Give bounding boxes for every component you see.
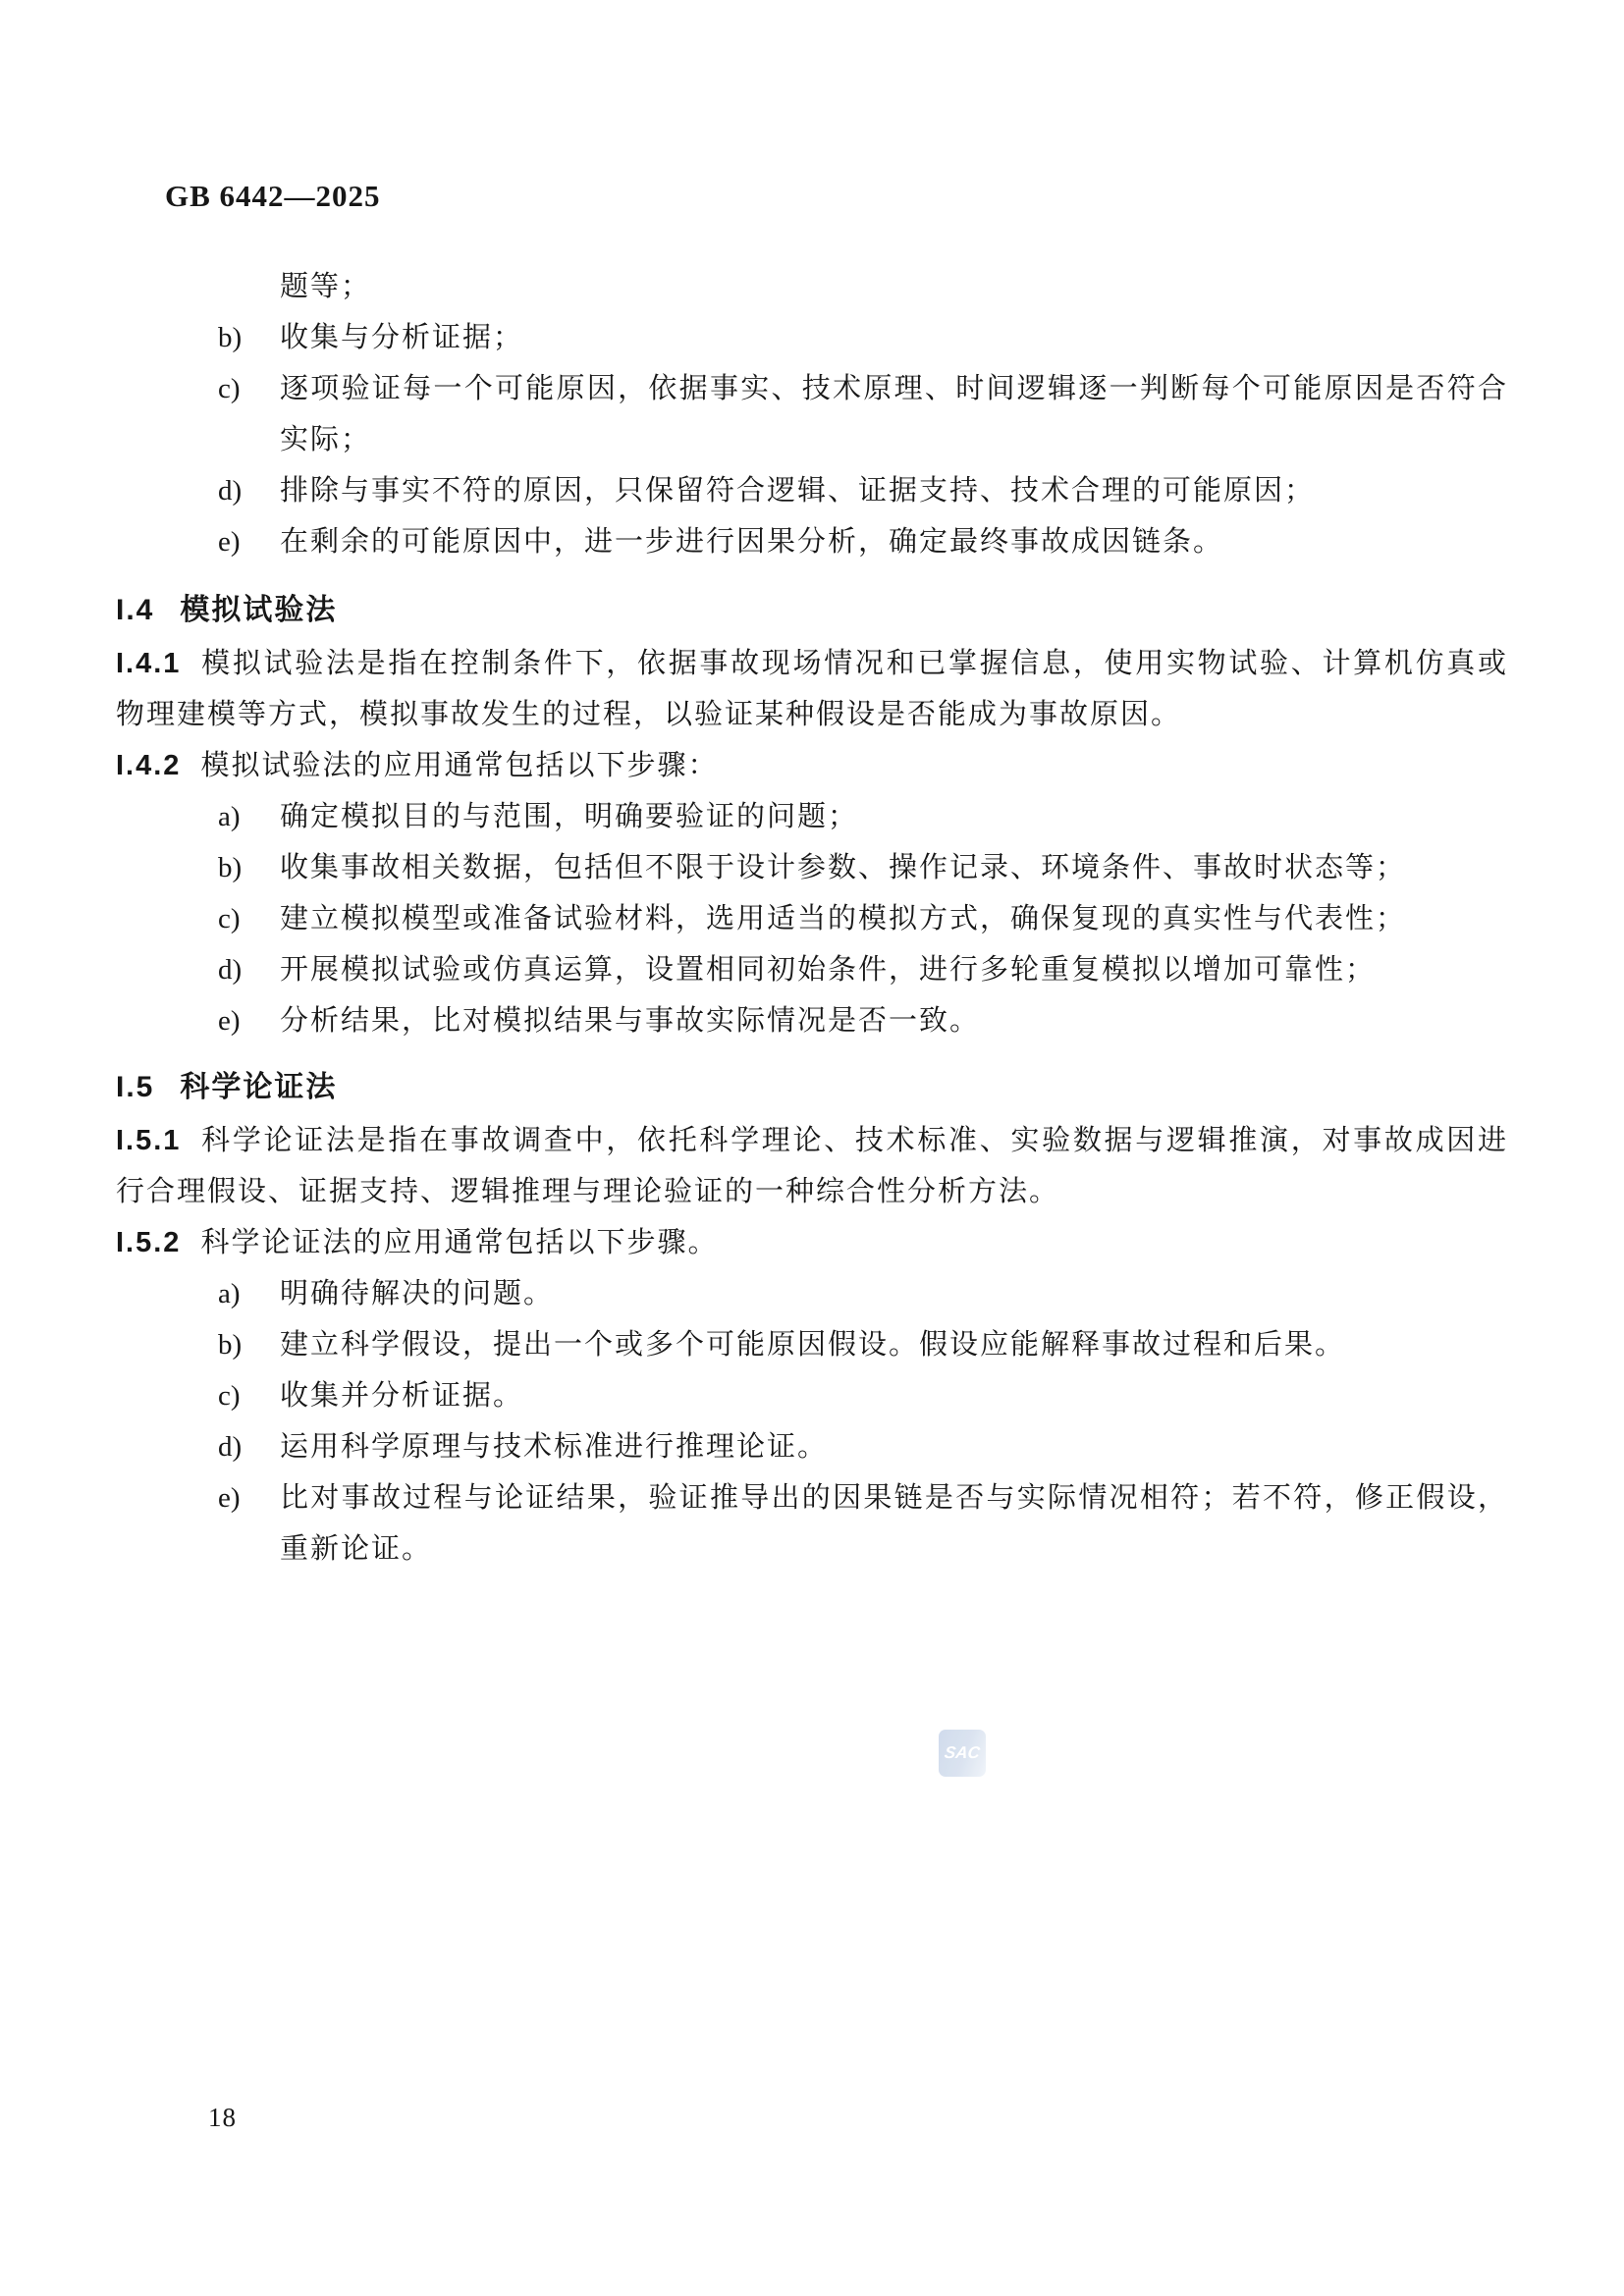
list-marker: b) (218, 1329, 243, 1361)
list-item-text: 确定模拟目的与范围，明确要验证的问题； (280, 801, 859, 832)
list-marker: c) (218, 1380, 241, 1412)
list-marker: e) (218, 1005, 241, 1037)
list-item (116, 995, 1508, 1046)
list-item (116, 1421, 1508, 1472)
list-item-text: 逐项验证每一个可能原因，依据事实、技术原理、时间逻辑逐一判断每个可能原因是否符合实际； (280, 373, 1508, 455)
list-marker: d) (218, 954, 243, 986)
list-item (116, 312, 1508, 363)
section-number: I.5 (116, 1071, 155, 1103)
sac-logo-text: SAC (943, 1743, 982, 1762)
clause-number: I.5.2 (116, 1227, 182, 1258)
list-item-text: 比对事故过程与论证结果，验证推导出的因果链是否与实际情况相符；若不符，修正假设，重新论证。 (280, 1482, 1508, 1565)
sac-watermark-logo (939, 1730, 986, 1777)
list-item (116, 893, 1508, 944)
list-marker: a) (218, 1278, 241, 1309)
clause-i4-2 (116, 740, 1508, 791)
list-item (116, 791, 1508, 842)
clause-text: 科学论证法是指在事故调查中，依托科学理论、技术标准、实验数据与逻辑推演，对事故成因进行合理假设、证据支持、逻辑推理与理论验证的一种综合性分析方法。 (116, 1125, 1508, 1207)
list-item-text: 排除与事实不符的原因，只保留符合逻辑、证据支持、技术合理的可能原因； (280, 475, 1316, 507)
list-marker: b) (218, 322, 243, 353)
clause-text: 科学论证法的应用通常包括以下步骤。 (200, 1227, 719, 1258)
list-item-text: 收集与分析证据； (280, 322, 524, 353)
section-title: 科学论证法 (180, 1071, 338, 1103)
list-item-text: 收集事故相关数据，包括但不限于设计参数、操作记录、环境条件、事故时状态等； (280, 852, 1407, 883)
clause-number: I.4.1 (116, 648, 182, 679)
list-item (116, 1268, 1508, 1319)
list-item-text: 分析结果，比对模拟结果与事故实际情况是否一致。 (280, 1005, 981, 1037)
list-item (116, 842, 1508, 893)
clause-i5-1 (116, 1115, 1508, 1217)
list-item-text: 收集并分析证据。 (280, 1380, 524, 1412)
list-item-text: 建立科学假设，提出一个或多个可能原因假设。假设应能解释事故过程和后果。 (280, 1329, 1346, 1361)
page-number: 18 (208, 2103, 237, 2132)
clause-i5-2 (116, 1217, 1508, 1268)
list-marker: d) (218, 1431, 243, 1463)
list-marker: e) (218, 526, 241, 558)
clause-number: I.5.1 (116, 1125, 182, 1156)
section-heading-i5 (116, 1060, 1508, 1115)
list-marker: d) (218, 475, 243, 507)
list-item (116, 516, 1508, 567)
section-heading-i4 (116, 583, 1508, 638)
list-item (116, 1319, 1508, 1370)
section-title: 模拟试验法 (180, 594, 338, 626)
page-content (116, 261, 1508, 1575)
list-item-text: 在剩余的可能原因中，进一步进行因果分析，确定最终事故成因链条。 (280, 526, 1224, 558)
list-marker: e) (218, 1482, 241, 1514)
list-marker: c) (218, 903, 241, 934)
clause-i4-1 (116, 638, 1508, 740)
clause-text: 模拟试验法的应用通常包括以下步骤： (200, 750, 719, 781)
list-marker: a) (218, 801, 241, 832)
list-item (116, 465, 1508, 516)
list-marker: b) (218, 852, 243, 883)
list-item (116, 1370, 1508, 1421)
list-item-text: 开展模拟试验或仿真运算，设置相同初始条件，进行多轮重复模拟以增加可靠性； (280, 954, 1377, 986)
clause-number: I.4.2 (116, 750, 182, 781)
list-item (116, 1472, 1508, 1575)
list-item-text: 明确待解决的问题。 (280, 1278, 555, 1309)
clause-text: 模拟试验法是指在控制条件下，依据事故现场情况和已掌握信息，使用实物试验、计算机仿真或物理建模等方式，模拟事故发生的过程，以验证某种假设是否能成为事故原因。 (116, 648, 1508, 730)
list-item-text: 运用科学原理与技术标准进行推理论证。 (280, 1431, 829, 1463)
list-item-text: 建立模拟模型或准备试验材料，选用适当的模拟方式，确保复现的真实性与代表性； (280, 903, 1407, 934)
list-marker: c) (218, 373, 241, 404)
standard-number-header: GB 6442—2025 (165, 179, 381, 213)
section-number: I.4 (116, 594, 155, 626)
list-continuation-line: 题等； (280, 271, 372, 302)
list-item (116, 363, 1508, 465)
list-item (116, 944, 1508, 995)
